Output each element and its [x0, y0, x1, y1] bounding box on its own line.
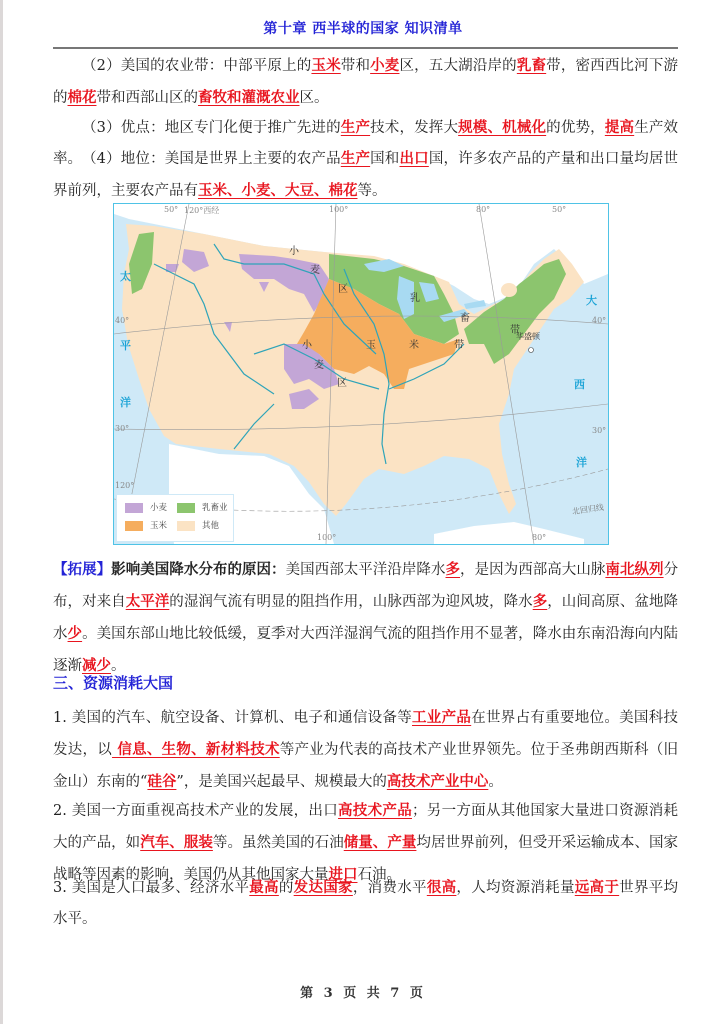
- list-item-3: 3. 美国是人口最多、经济水平最高的发达国家，消费水平很高，人均资源消耗量远高于世界平均水平。: [53, 879, 679, 927]
- map-label-lat50-right: 50°: [552, 205, 567, 214]
- extension-lead: 影响美国降水分布的原因：: [111, 562, 286, 578]
- answer: 汽车、服装: [140, 834, 213, 851]
- answer: 玉米、小麦、大豆、棉花: [198, 182, 358, 199]
- answer: 进口: [328, 866, 358, 883]
- region-wheat-north-2: 麦: [310, 265, 320, 276]
- region-wheat-south-3: 区: [337, 378, 347, 389]
- answer: 信息、生物、新材料技术: [112, 741, 280, 758]
- legend-swatch-wheat: [125, 503, 143, 513]
- answer: 规模、机械化: [458, 119, 547, 136]
- map-label-lon80-top: 80°: [476, 205, 491, 214]
- page-title: 第十章 西半球的国家 知识清单: [263, 21, 463, 37]
- ocean-atlantic-3: 洋: [576, 456, 587, 469]
- ocean-pacific-3: 洋: [120, 396, 131, 409]
- answer: 乳畜: [516, 57, 547, 74]
- answer: 很高: [426, 879, 457, 896]
- legend-swatch-dairy: [177, 503, 195, 513]
- page-edge: [0, 0, 3, 1024]
- map-label-lat30-right: 30°: [592, 426, 607, 435]
- answer: 棉花: [67, 89, 97, 106]
- map-label-lon100-top: 100°: [329, 205, 349, 214]
- answer: 生产: [340, 150, 371, 167]
- answer: 多: [445, 561, 461, 578]
- region-wheat-north-3: 区: [338, 284, 348, 295]
- map-graphic: [114, 204, 608, 544]
- answer: 发达国家: [293, 879, 353, 896]
- legend-label-wheat: 小麦: [150, 503, 168, 513]
- map-legend: [116, 494, 234, 542]
- map-label-lon100-bottom: 100°: [317, 533, 337, 542]
- header-divider: [53, 47, 678, 49]
- answer: 生产: [340, 119, 371, 136]
- paragraph-agri-belts: （2）美国的农业带：中部平原上的玉米带和小麦区，五大湖沿岸的乳畜带，密西西比河下游的棉花带和西部山区的畜牧和灌溉农业区。: [53, 57, 679, 106]
- answer: 多: [532, 593, 548, 610]
- map-label-lon120: 120°西经: [184, 206, 220, 215]
- ocean-pacific-1: 太: [120, 270, 131, 283]
- map-label-lat30-left: 30°: [115, 424, 130, 433]
- ocean-atlantic-2: 西: [574, 378, 585, 391]
- legend-label-corn: 玉米: [150, 521, 168, 531]
- us-agriculture-map: [113, 203, 609, 545]
- answer: 远高于: [574, 879, 620, 896]
- region-wheat-south-1: 小: [302, 340, 312, 351]
- section-heading: 三、资源消耗大国: [53, 674, 174, 692]
- answer: 最高: [249, 879, 279, 896]
- ocean-atlantic-1: 大: [586, 294, 597, 307]
- answer: 高技术产品: [338, 802, 412, 819]
- map-label-lat40-right: 40°: [592, 316, 607, 325]
- map-label-lon80-bottom: 80°: [532, 533, 547, 542]
- map-label-lat40-left: 40°: [115, 316, 130, 325]
- region-corn-3: 带: [454, 340, 464, 351]
- answer: 高技术产业中心: [386, 773, 489, 790]
- answer: 太平洋: [125, 593, 170, 610]
- legend-label-dairy: 乳畜业: [202, 503, 228, 513]
- map-label-lat50-left: 50°: [164, 205, 179, 214]
- map-label-washington: 华盛顿: [516, 332, 540, 341]
- legend-swatch-other: [177, 521, 195, 531]
- answer: 工业产品: [412, 709, 472, 726]
- paragraph-advantage: （3）优点：地区专门化便于推广先进的生产技术，发挥大规模、机械化的优势，提高生产效率。: [53, 119, 679, 167]
- legend-swatch-corn: [125, 521, 143, 531]
- region-wheat-south-2: 麦: [314, 360, 324, 371]
- answer: 少: [67, 625, 83, 642]
- map-label-tropic: 北回归线: [571, 502, 605, 517]
- legend-label-other: 其他: [202, 521, 220, 531]
- region-dairy-3: 带: [510, 325, 520, 336]
- region-corn-2: 米: [409, 340, 419, 351]
- region-wheat-north-1: 小: [289, 246, 299, 257]
- answer: 小麦: [370, 57, 400, 74]
- answer: 储量、产量: [343, 834, 417, 851]
- answer: 提高: [604, 119, 635, 136]
- answer: 减少: [82, 657, 111, 674]
- ocean-pacific-2: 平: [120, 339, 131, 352]
- map-label-lon120-left: 120°: [115, 481, 135, 490]
- list-item-1: 1. 美国的汽车、航空设备、计算机、电子和通信设备等工业产品在世界占有重要地位。美国科技发达，以 信息、生物、新材料技术等产业为代表的高技术产业世界领先。位于圣弗朗西斯科（旧金山）东南的“硅谷”，是美国兴起最早、规模最大的高技术产业中心。: [53, 709, 679, 790]
- region-dairy-2: 畜: [460, 313, 470, 324]
- paragraph-extension: 【拓展】影响美国降水分布的原因：美国西部太平洋沿岸降水多，是因为西部高大山脉南北纵列分布，对来自太平洋的湿润气流有明显的阻挡作用，山脉西部为迎风坡，降水多，山间高原、盆地降水少。美国东部山地比较低缓，夏季对大西洋湿润气流的阻挡作用不显著，降水由东南沿海向内陆逐渐减少。: [53, 561, 679, 674]
- region-dairy-1: 乳: [410, 293, 420, 304]
- page-number: 第 3 页 共 7 页: [300, 986, 426, 1001]
- answer: 畜牧和灌溉农业: [198, 89, 300, 106]
- list-item-2: 2. 美国一方面重视高技术产业的发展，出口高技术产品；另一方面从其他国家大量进口资源消耗大的产品，如汽车、服装等。虽然美国的石油储量、产量均居世界前列，但受开采运输成本、国家战略等因素的影响，美国仍从其他国家大量进口石油。: [53, 802, 679, 883]
- answer: 玉米: [311, 57, 341, 74]
- answer: 出口: [399, 150, 429, 167]
- answer: 硅谷: [147, 773, 177, 790]
- extension-tag: 【拓展】: [53, 562, 112, 578]
- answer: 南北纵列: [605, 561, 664, 578]
- paragraph-status: （4）地位：美国是世界上主要的农产品生产国和出口国，许多农产品的产量和出口量均居世界前列，主要农产品有玉米、小麦、大豆、棉花等。: [53, 150, 679, 199]
- region-corn-1: 玉: [366, 340, 376, 351]
